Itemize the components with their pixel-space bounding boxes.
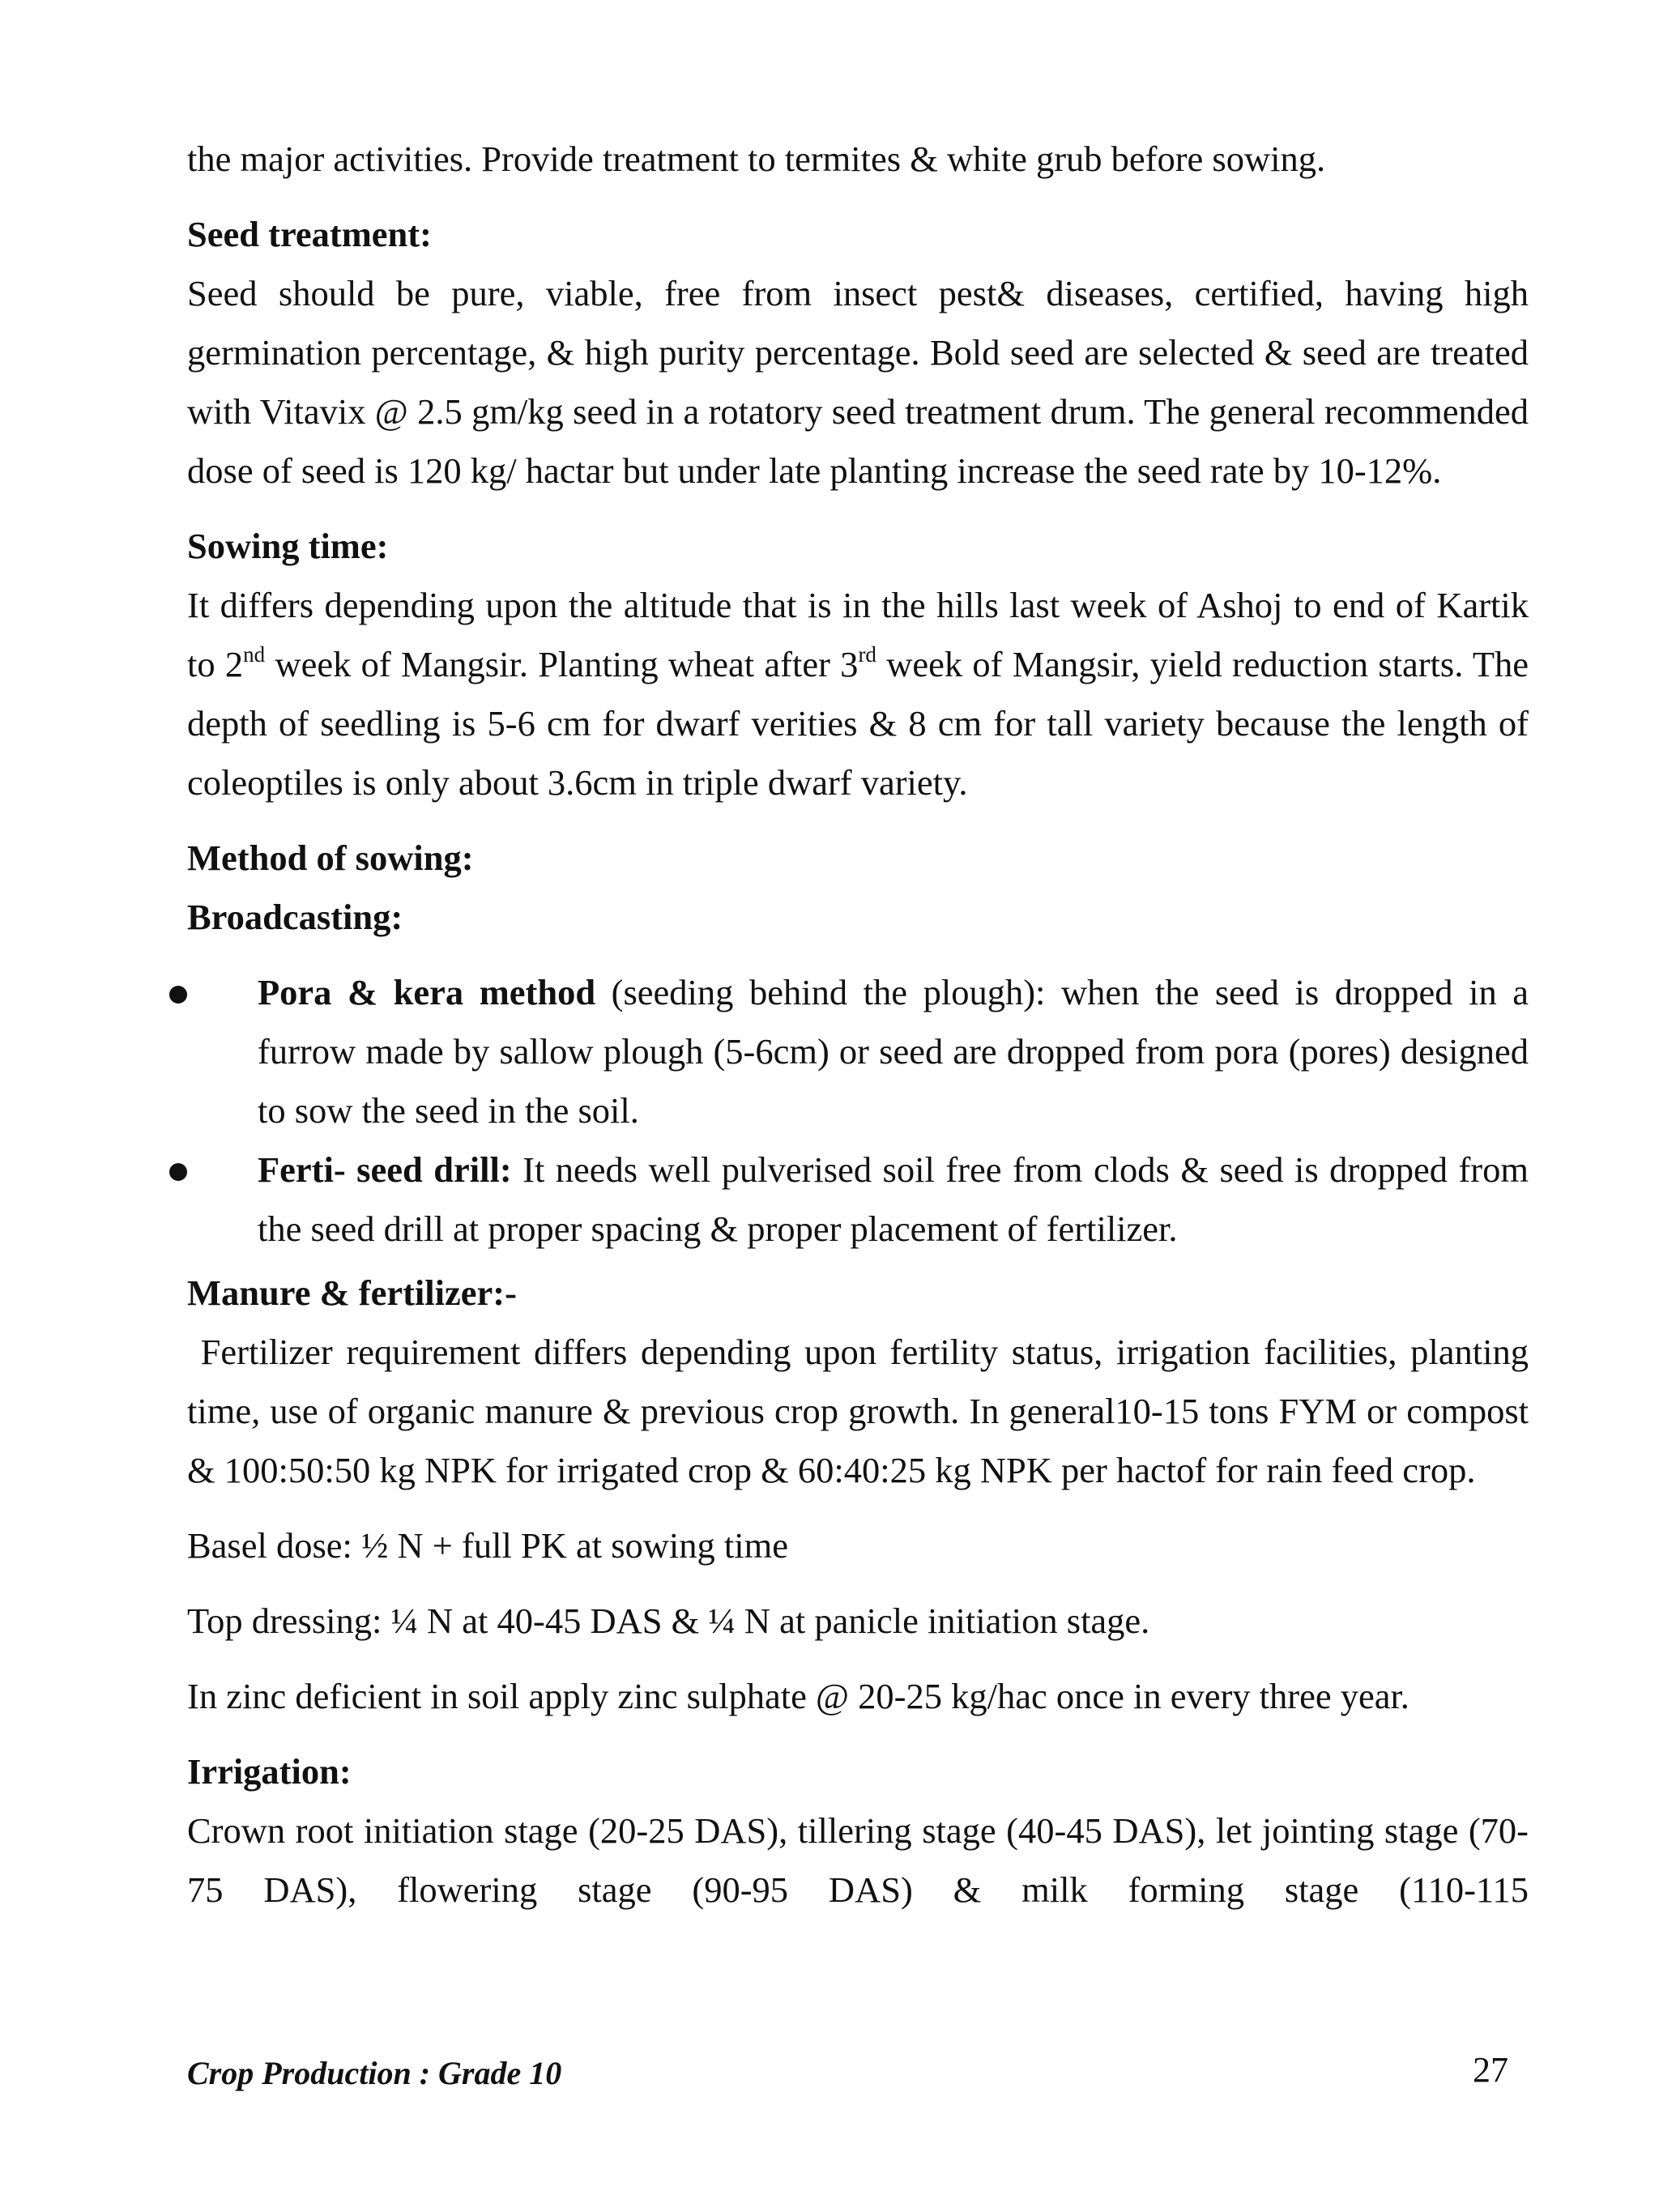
ordinal-suffix-rd: rd — [858, 642, 876, 667]
bullet-title: Pora & kera method — [258, 972, 596, 1012]
top-dressing-line: Top dressing: ¼ N at 40-45 DAS & ¼ N at panicle initiation stage. — [187, 1600, 1150, 1641]
broadcasting-subheading: Broadcasting: — [187, 897, 403, 937]
irrigation-paragraph: Crown root initiation stage (20-25 DAS), tillering stage (40-45 DAS), let jointing stage (70-75 DAS), flowering stage (90-95 DAS) & milk forming stage (110-115 — [187, 1810, 1529, 1910]
sowing-methods-list — [187, 963, 1529, 1259]
footer-book-title: Crop Production : Grade 10 — [187, 2055, 562, 2091]
ordinal-suffix-nd: nd — [243, 642, 266, 667]
page-content — [187, 130, 1538, 1920]
intro-line: the major activities. Provide treatment to termites & white grub before sowing. — [187, 139, 1326, 179]
page-number: 27 — [1473, 2050, 1508, 2090]
manure-fertilizer-heading: Manure & fertilizer:- — [187, 1272, 517, 1313]
manure-fertilizer-paragraph: Fertilizer requirement differs depending upon fertility status, irrigation facilities, planting time, use of organic manure & previous crop growth. In general10-15 tons FYM or compost & 100:50:50 kg NPK for irrigated crop & 60:40:25 kg NPK per hactof for rain feed crop. — [187, 1332, 1538, 1490]
bullet-icon — [169, 1163, 187, 1181]
sowing-time-text-3: week of Mangsir, yield reduction starts. The depth of seedling is 5-6 cm for dwarf verities & 8 cm for tall variety because the length of coleoptiles is only about 3.6cm in triple dwarf variety. — [187, 644, 1529, 803]
bullet-title: Ferti- seed drill: — [258, 1149, 512, 1190]
bullet-text: It needs well pulverised soil free from clods & seed is dropped from the seed drill at proper spacing & proper placement of fertilizer. — [258, 1149, 1529, 1249]
seed-treatment-heading: Seed treatment: — [187, 214, 432, 254]
list-item — [187, 963, 1529, 1140]
sowing-time-text-1: It differs depending upon the altitude that is in the hills last week of Ashoj to end of Kartik to 2 — [187, 585, 1529, 684]
seed-treatment-paragraph: Seed should be pure, viable, free from insect pest& diseases, certified, having high germination percentage, & high purity percentage. Bold seed are selected & seed are treated with Vitavix @ 2.5 gm/kg seed in a rotatory seed treatment drum. The general recommended dose of seed is 120 kg/ hactar but under late planting increase the seed rate by 10-12%. — [187, 273, 1529, 491]
list-item — [187, 1140, 1529, 1259]
irrigation-heading: Irrigation: — [187, 1751, 352, 1792]
bullet-icon — [169, 986, 187, 1004]
zinc-line: In zinc deficient in soil apply zinc sulphate @ 20-25 kg/hac once in every three year. — [187, 1676, 1410, 1716]
sowing-time-text-2: week of Mangsir. Planting wheat after 3 — [265, 644, 859, 684]
basel-dose-line: Basel dose: ½ N + full PK at sowing time — [187, 1525, 788, 1566]
sowing-time-heading: Sowing time: — [187, 526, 389, 566]
method-of-sowing-heading: Method of sowing: — [187, 837, 474, 878]
sowing-time-paragraph — [187, 576, 1529, 812]
bullet-text: (seeding behind the plough): when the seed is dropped in a furrow made by sallow plough (5-6cm) or seed are dropped from pora (pores) designed to sow the seed in the soil. — [258, 972, 1529, 1131]
